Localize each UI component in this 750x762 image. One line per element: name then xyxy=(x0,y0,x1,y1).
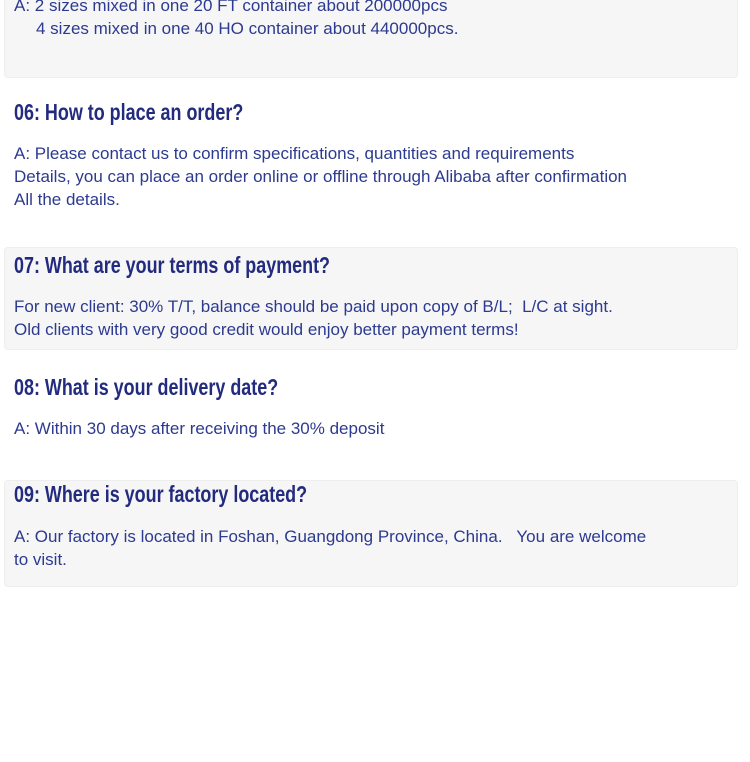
answer-line: Details, you can place an order online or offline through Alibaba after confirmation xyxy=(14,167,628,186)
faq-answer-09 xyxy=(14,525,646,571)
answer-line: 4 sizes mixed in one 40 HO container about 440000pcs. xyxy=(36,19,459,38)
answer-line: All the details. xyxy=(14,190,120,209)
answer-line: Old clients with very good credit would enjoy better payment terms! xyxy=(14,320,519,339)
answer-line: A: Our factory is located in Foshan, Guangdong Province, China. You are welcome xyxy=(14,527,647,546)
answer-line: to visit. xyxy=(14,550,67,569)
faq-answer-07 xyxy=(14,295,613,341)
answer-line: A: Within 30 days after receiving the 30% deposit xyxy=(14,419,385,438)
answer-line: A: 2 sizes mixed in one 20 FT container about 200000pcs xyxy=(14,0,448,15)
answer-line: For new client: 30% T/T, balance should be paid upon copy of B/L; L/C at sight. xyxy=(14,297,613,316)
faq-question-08: 08: What is your delivery date? xyxy=(14,374,279,400)
faq-answer-08 xyxy=(14,417,384,440)
answer-line: A: Please contact us to confirm specifications, quantities and requirements xyxy=(14,144,575,163)
faq-answer-previous xyxy=(14,0,458,40)
faq-question-06: 06: How to place an order? xyxy=(14,99,244,125)
faq-question-07: 07: What are your terms of payment? xyxy=(14,252,331,278)
faq-answer-06 xyxy=(14,142,627,211)
faq-question-09: 09: Where is your factory located? xyxy=(14,481,308,507)
